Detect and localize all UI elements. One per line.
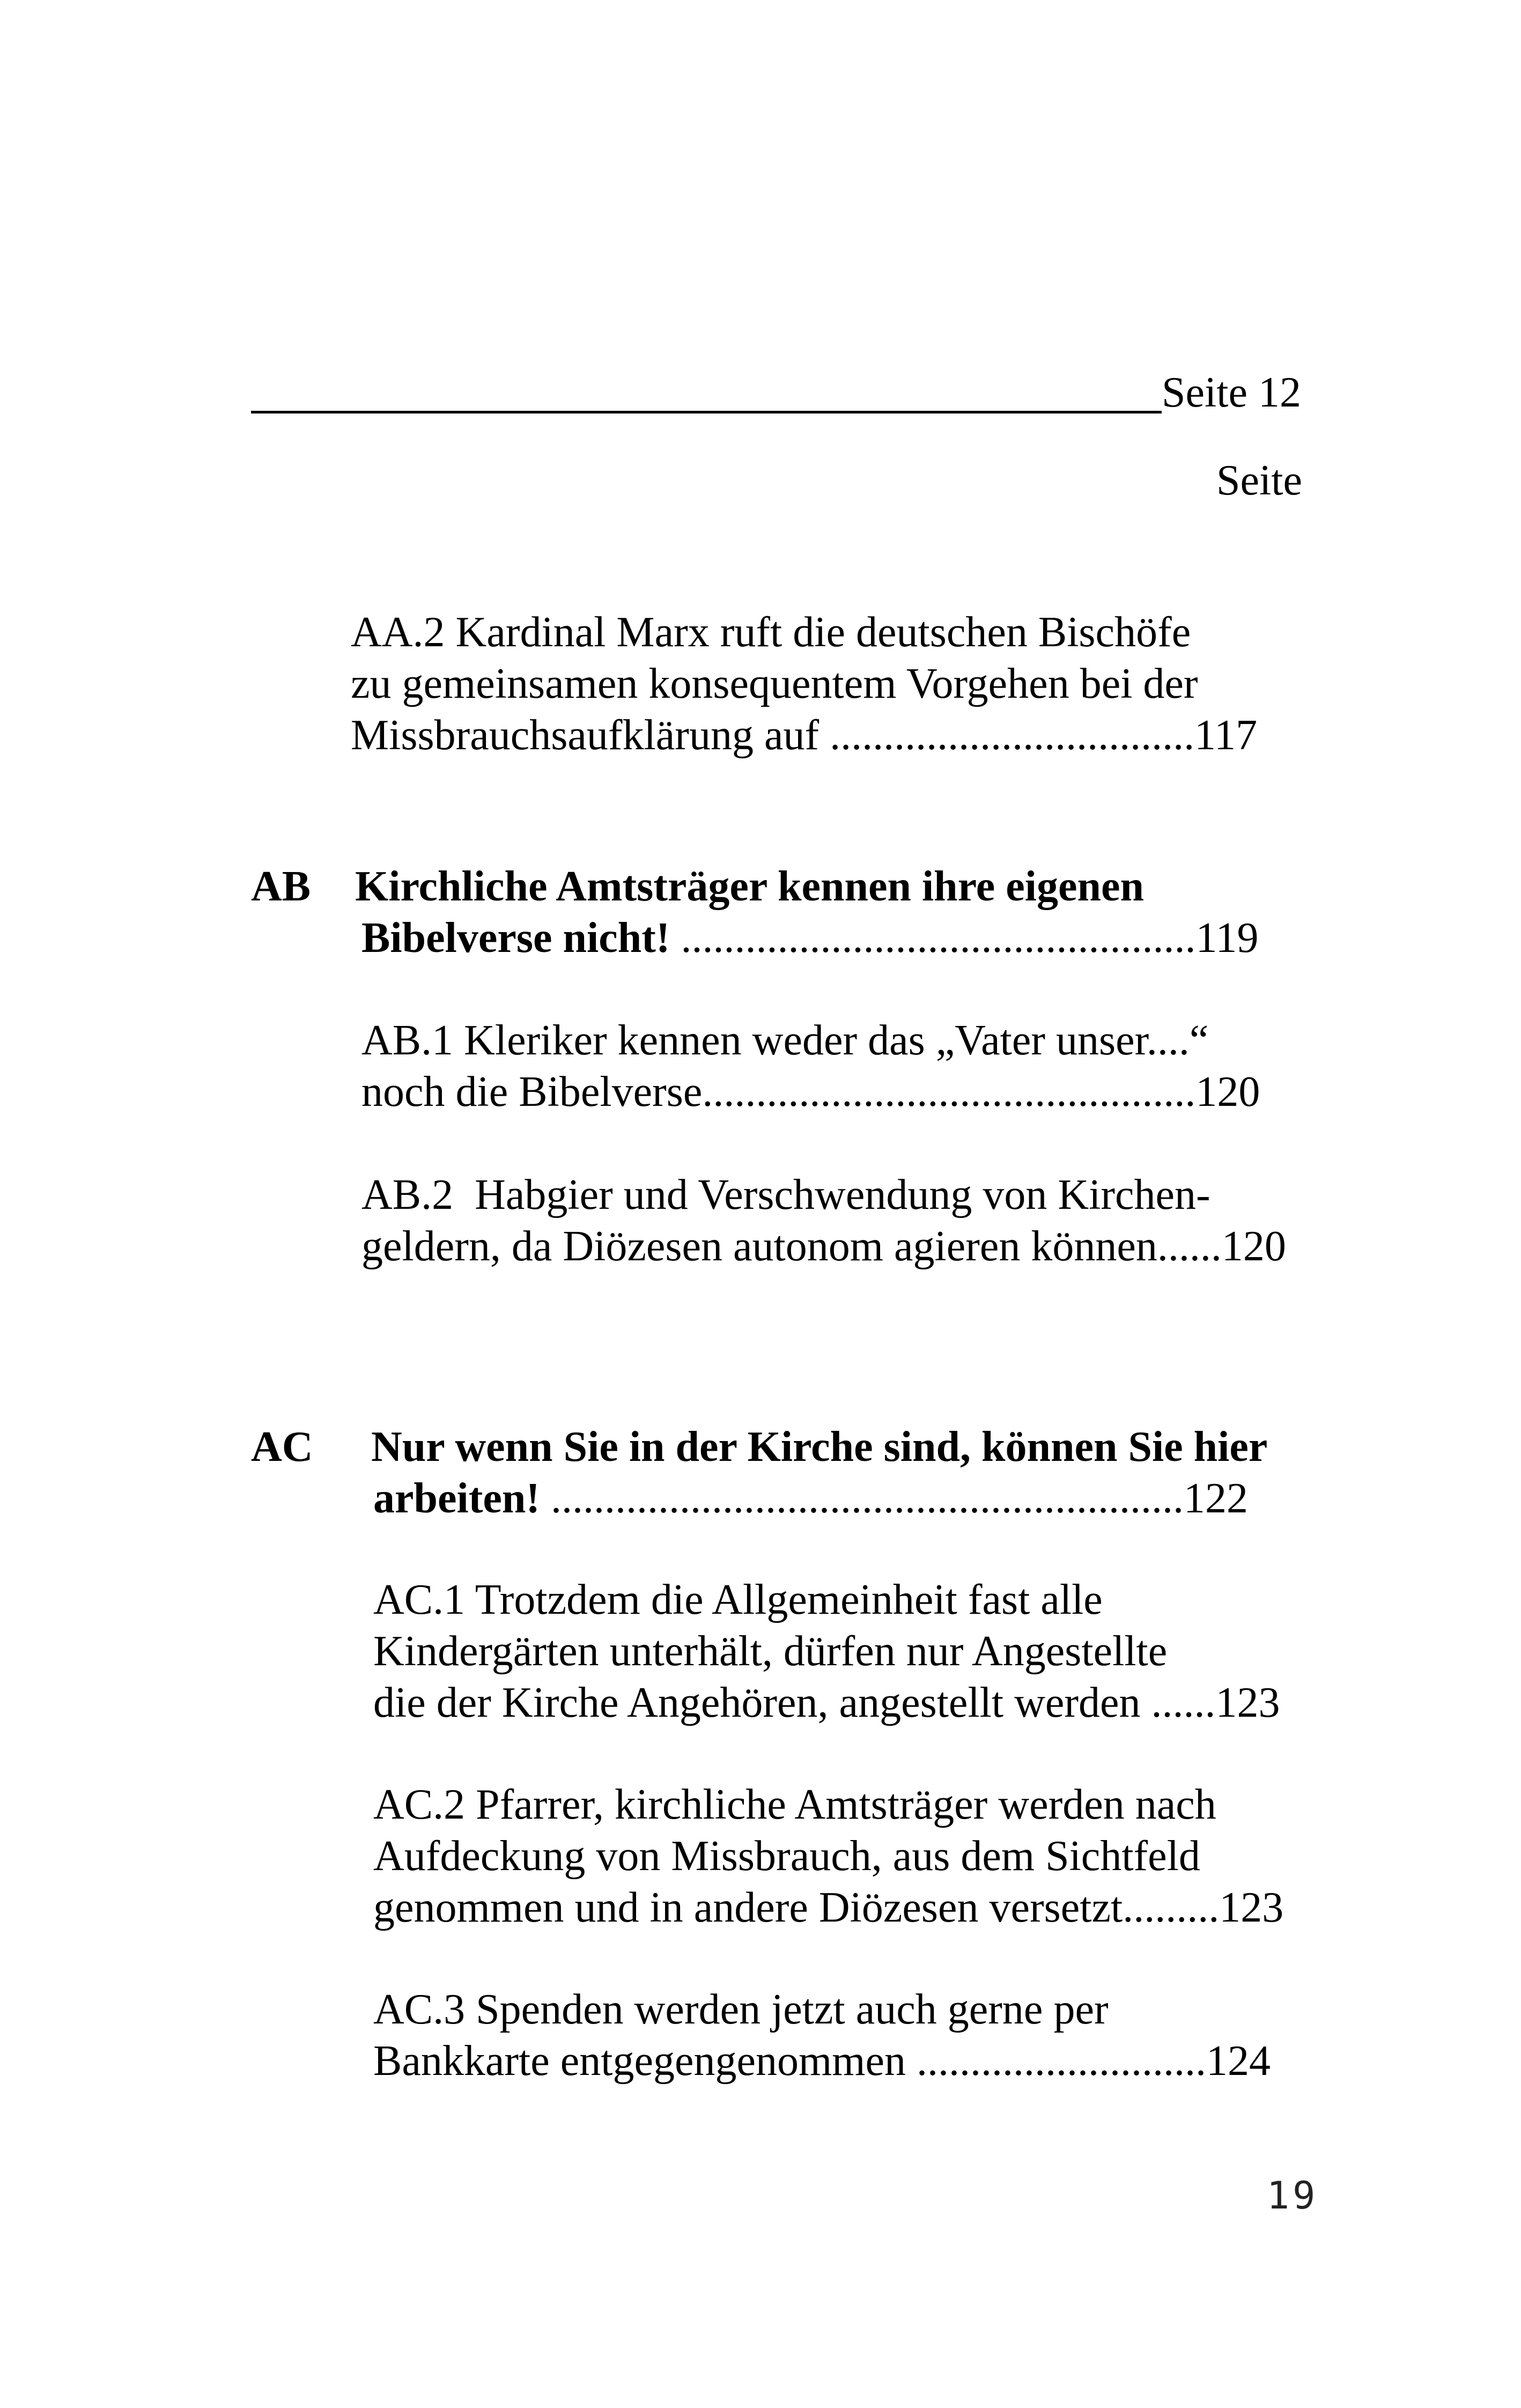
toc-line: noch die Bibelverse..............................................120: [361, 1068, 1260, 1116]
toc-line: AB.2 Habgier und Verschwendung von Kirchen-: [361, 1171, 1210, 1218]
toc-line: Bankkarte entgegengenommen ...........................124: [373, 2037, 1271, 2085]
toc-line: AB.1 Kleriker kennen weder das „Vater unser....“: [361, 1017, 1209, 1064]
page-number: 19: [1267, 2174, 1319, 2218]
section-leader: ...........................................................122: [540, 1475, 1249, 1522]
section-title-line: Nur wenn Sie in der Kirche sind, können Sie hier: [371, 1423, 1268, 1471]
toc-line: zu gemeinsamen konsequentem Vorgehen bei der: [351, 660, 1198, 707]
toc-line: Kindergärten unterhält, dürfen nur Angestellte: [373, 1628, 1168, 1675]
toc-line: AA.2 Kardinal Marx ruft die deutschen Bischöfe: [351, 609, 1191, 656]
toc-line: geldern, da Diözesen autonom agieren können......120: [361, 1223, 1286, 1270]
section-leader: ................................................119: [670, 914, 1259, 962]
section-title-end: Bibelverse nicht!: [361, 914, 670, 962]
toc-line: AC.1 Trotzdem die Allgemeinheit fast alle: [373, 1576, 1103, 1623]
section-title-line: Kirchliche Amtsträger kennen ihre eigenen: [355, 863, 1144, 910]
toc-line: Missbrauchsaufklärung auf ..................................117: [351, 712, 1258, 759]
toc-line: Aufdeckung von Missbrauch, aus dem Sichtfeld: [373, 1833, 1200, 1880]
section-code: AC: [251, 1423, 313, 1471]
header-seite-reference: Seite 12: [1162, 369, 1301, 416]
section-title-line: [361, 912, 1259, 964]
toc-line: genommen und in andere Diözesen versetzt.........123: [373, 1884, 1284, 1931]
section-title-line: [373, 1473, 1248, 1524]
header-seite-column-label: Seite: [1216, 457, 1302, 504]
toc-line: AC.3 Spenden werden jetzt auch gerne per: [373, 1986, 1109, 2033]
section-title-end: arbeiten!: [373, 1475, 541, 1522]
toc-line: die der Kirche Angehören, angestellt werden ......123: [373, 1679, 1280, 1726]
section-code: AB: [251, 863, 311, 910]
header-rule: [251, 411, 1162, 413]
toc-line: AC.2 Pfarrer, kirchliche Amtsträger werden nach: [373, 1781, 1216, 1828]
